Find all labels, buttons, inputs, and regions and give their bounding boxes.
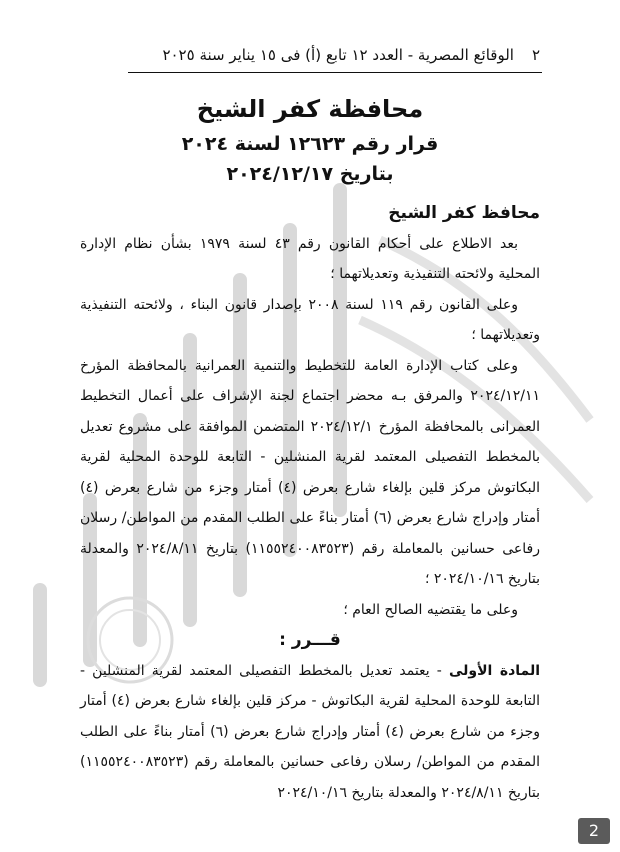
decision-date: بتاريخ ٢٠٢٤/١٢/١٧ (226, 163, 394, 185)
header-page-number: ٢ (531, 46, 540, 64)
article-one-text: - يعتمد تعديل بالمخطط التفصيلى المعتمد لقرية المنشلين - التابعة للوحدة المحلية لقرية البكاتوش - مركز قلين بإلغاء شارع بعرض (٤) أمتار وجزء من شارع بعرض (٤) أمتار وإدراج شارع بعرض (٦) أمتار بناءً على الطلب المقدم من المواطن/ رسلان رفاعى حسانين بالمعاملة رقم (١١٥٥٢٤٠٠٨٣٥٢٣) بتاريخ ٢٠٢٤/٨/١١ والمعدلة بتاريخ ٢٠٢٤/١٠/١٦ (80, 662, 540, 801)
gazette-header (130, 46, 540, 64)
paragraph-1: بعد الاطلاع على أحكام القانون رقم ٤٣ لسنة ١٩٧٩ بشأن نظام الإدارة المحلية ولائحته التنفيذية وتعديلاتهما ؛ (80, 235, 540, 282)
paragraph-3: وعلى كتاب الإدارة العامة للتخطيط والتنمية العمرانية بالمحافظة المؤرخ ٢٠٢٤/١٢/١١ والمرفق بـه محضر اجتماع لجنة الإشراف على أعمال التخطيط العمرانى بالمحافظة المؤرخ ٢٠٢٤/١٢/١ المتضمن الموافقة على مشروع تعديل بالمخطط التفصيلى المعتمد لقرية المنشلين - التابعة للوحدة المحلية لقرية البكاتوش مركز قلين بإلغاء شارع بعرض (٤) أمتار وجزء من شارع بعرض (٤) أمتار وإدراج شارع بعرض (٦) أمتار بناءً على الطلب المقدم من المواطن/ رسلان رفاعى حسانين بالمعاملة رقم (١١٥٥٢٤٠٠٨٣٥٢٣) بتاريخ ٢٠٢٤/٨/١١ والمعدلة بتاريخ ٢٠٢٤/١٠/١٦ ؛ (80, 357, 541, 587)
page-number-badge: 2 (578, 818, 610, 844)
decision-number: قرار رقم ١٢٦٢٣ لسنة ٢٠٢٤ (181, 133, 439, 155)
paragraph-2: وعلى القانون رقم ١١٩ لسنة ٢٠٠٨ بإصدار قانون البناء ، ولائحته التنفيذية وتعديلاتهما ؛ (80, 296, 540, 343)
article-one-label: المادة الأولى (448, 662, 540, 679)
issuer-heading: محافظ كفر الشيخ (388, 203, 540, 223)
article-one (80, 656, 540, 809)
governorate-title: محافظة كفر الشيخ (196, 95, 424, 123)
header-divider (128, 72, 542, 73)
paragraph-4: وعلى ما يقتضيه الصالح العام ؛ (343, 601, 518, 618)
decree-heading: قـــرر : (279, 630, 341, 650)
header-text: الوقائع المصرية - العدد ١٢ تابع (أ) فى ١٥ يناير سنة ٢٠٢٥ (162, 46, 514, 64)
decision-body (80, 198, 540, 808)
